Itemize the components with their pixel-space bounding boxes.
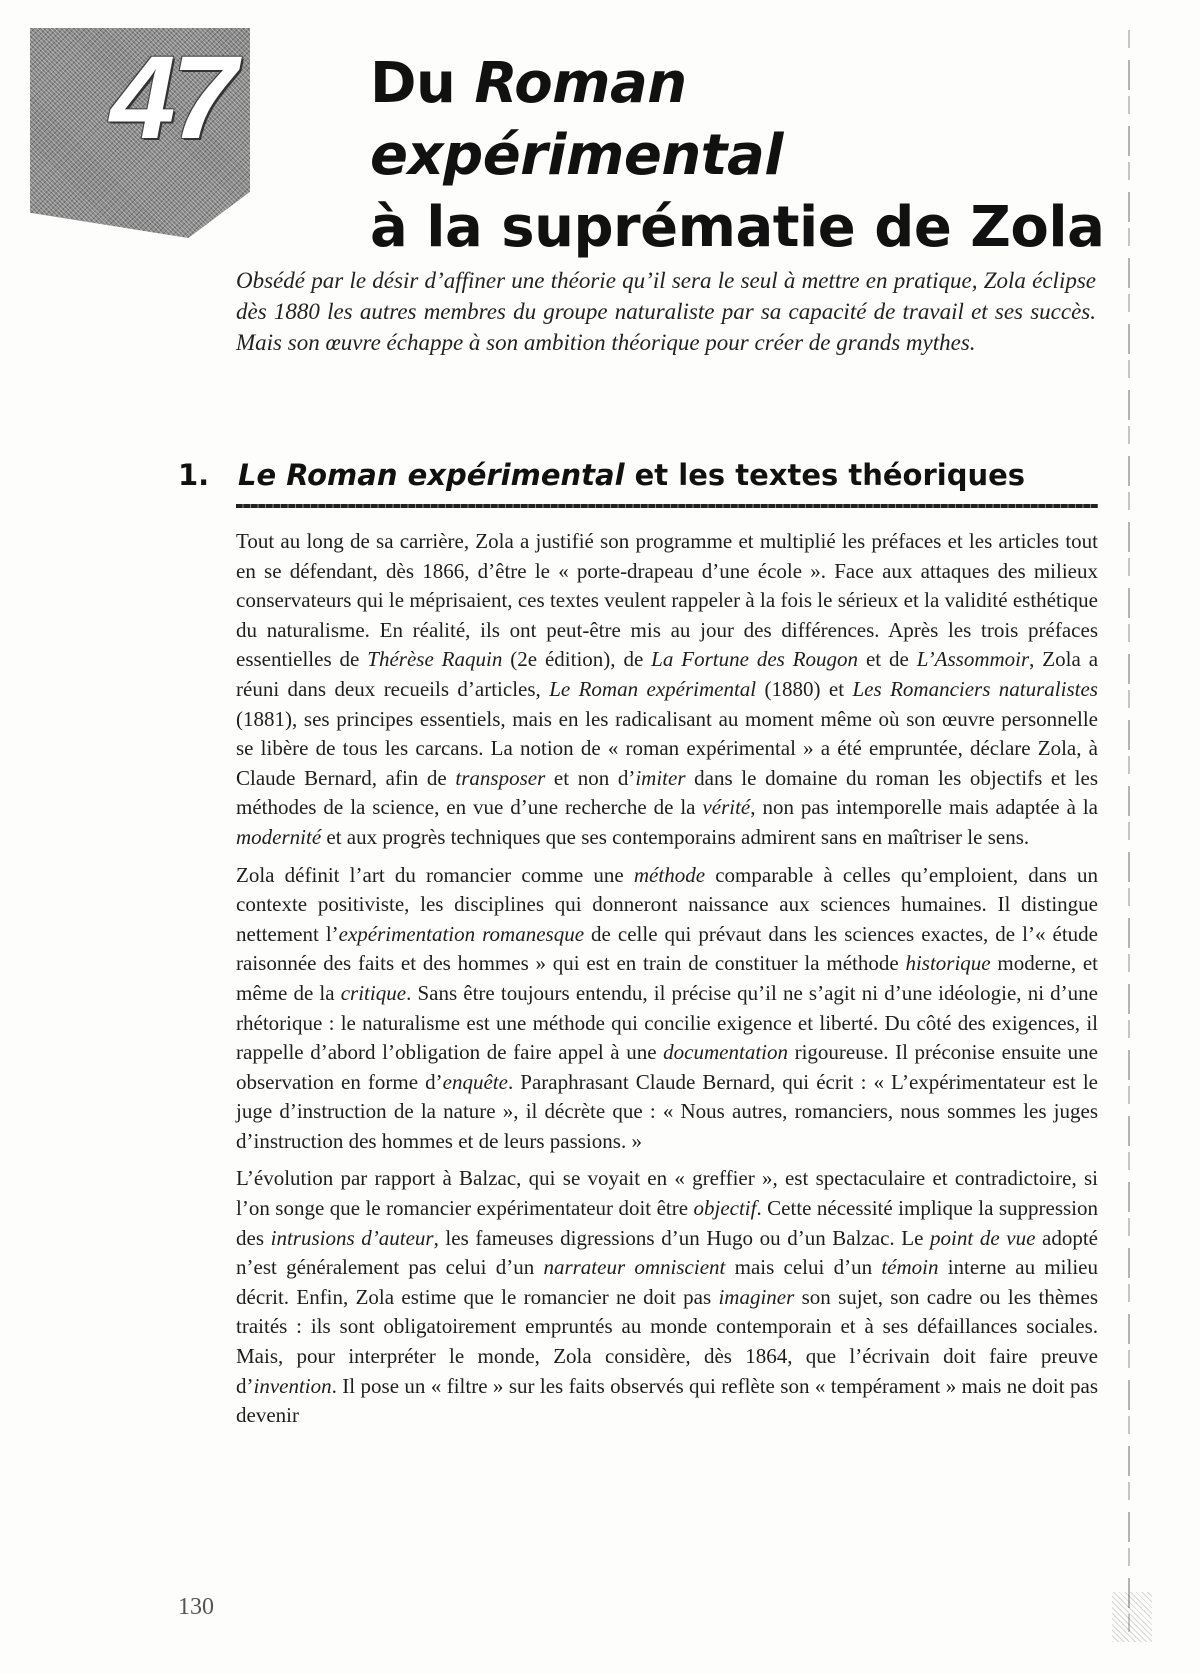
section-divider (236, 504, 1098, 508)
chapter-number: 47 (110, 32, 234, 164)
text-run: (1880) et (756, 676, 853, 701)
text-run: de celle qui prévaut dans les sciences exactes, de l’« étude raisonnée des faits et des hommes » qui est en train de constituer la méthode (236, 921, 1098, 976)
section-title-rest: et les textes théoriques (624, 458, 1026, 492)
title-line2: à la suprématie de Zola (370, 195, 1105, 260)
text-run: (2e édition), de (502, 647, 652, 672)
text-run: dans le domaine du roman les objectifs et les méthodes de la science, en vue d’une recherche de la (236, 765, 1099, 820)
chapter-intro: Obsédé par le désir d’affiner une théorie qu’il sera le seul à mettre en pratique, Zola éclipse dès 1880 les autres membres du groupe naturaliste par sa capacité de travail et ses succès. Mais son œuvre échappe à son ambition théorique pour créer de grands mythes. (236, 268, 1096, 355)
italic-run: documentation (663, 1040, 788, 1065)
italic-run: narrateur omniscient (543, 1255, 726, 1280)
text-run: adopté n’est généralement pas celui d’un (236, 1225, 1098, 1280)
section-title-italic: Le Roman expérimental (238, 458, 625, 492)
italic-run: critique (340, 980, 407, 1005)
text-run: Tout au long de sa carrière, Zola a justifié son programme et multiplié les préfaces et les articles tout en se défendant, dès 1866, d’être le « porte-drapeau d’une école ». Face aux attaques des milieux conservateurs qui le méprisaient, ces textes veulent rappeler à la fois le sérieux et la validité esthétique du naturalisme. En réalité, ils ont peut-être mis au jour des différences. Après les trois préfaces essentielles de (236, 529, 1098, 672)
text-run: Zola définit l’art du romancier comme une (236, 862, 634, 887)
italic-run: L’Assommoir (916, 647, 1030, 672)
italic-run: transposer (455, 765, 546, 790)
italic-run: Les Romanciers naturalistes (852, 676, 1098, 701)
title-italic-part: Roman expérimental (370, 51, 783, 188)
scan-edge-mark (1128, 30, 1130, 1640)
text-run: et de (858, 647, 917, 672)
title-prefix: Du (370, 51, 475, 116)
text-run: . Paraphrasant Claude Bernard, qui écrit : « L’expérimentateur est le juge d’instruction de la nature », il décrète que : « Nous autres, romanciers, nous sommes les juges d’instruction des hommes et de leurs passions. » (236, 1069, 1099, 1153)
italic-run: méthode (633, 862, 706, 887)
italic-run: imiter (635, 765, 686, 790)
text-run: interne au milieu décrit. Enfin, Zola estime que le romancier ne doit pas (236, 1255, 1098, 1309)
body-paragraph (236, 861, 1098, 1157)
italic-run: invention (253, 1373, 332, 1398)
text-run: comparable à celles qu’emploient, dans un contexte positiviste, les disciplines qui donneront naissance aux sciences humaines. Il distingue nettement l’ (236, 862, 1098, 946)
italic-run: imaginer (718, 1284, 795, 1309)
chapter-title (370, 48, 1110, 264)
italic-run: enquête (442, 1069, 508, 1094)
body-paragraph (236, 527, 1098, 853)
body-text (236, 527, 1098, 1439)
text-run: et non d’ (545, 765, 636, 790)
text-run: . Cette nécessité implique la suppression des (236, 1196, 1098, 1250)
italic-run: modernité (236, 824, 322, 849)
section-number: 1. (178, 458, 210, 492)
text-run: , Zola a réuni dans deux recueils d’articles, (236, 647, 1099, 701)
italic-run: Le Roman expérimental (549, 676, 757, 701)
text-run: (1881), ses principes essentiels, mais en les radicalisant au moment même où son œuvre personnelle se libère de tous les carcans. La notion de « roman expérimental » a été empruntée, déclare Zola, à Claude Bernard, afin de (236, 706, 1098, 790)
text-run: . Il pose un « filtre » sur les faits observés qui reflète son « tempérament » mais ne doit pas devenir (236, 1373, 1098, 1428)
italic-run: Thérèse Raquin (367, 647, 503, 672)
italic-run: expérimentation romanesque (338, 921, 585, 946)
italic-run: vérité (702, 795, 751, 820)
text-run: mais celui d’un (725, 1255, 882, 1280)
text-run: moderne, et même de la (236, 951, 1099, 1005)
italic-run: témoin (881, 1255, 939, 1280)
text-run: rigoureuse. Il préconise ensuite une observation en forme d’ (236, 1040, 1098, 1094)
italic-run: historique (905, 951, 991, 976)
text-run: son sujet, son cadre ou les thèmes traités : ils sont obligatoirement empruntés au monde contemporain et à ses défaillances sociales. Mais, pour interpréter le monde, Zola considère, dès 1864, que l’écrivain doit faire preuve d’ (236, 1284, 1098, 1398)
text-run: , les fameuses digressions d’un Hugo ou d’un Balzac. Le (433, 1225, 931, 1250)
text-run: L’évolution par rapport à Balzac, qui se voyait en « greffier », est spectaculaire et contradictoire, si l’on songe que le romancier expérimentateur doit être (236, 1166, 1098, 1221)
italic-run: objectif (693, 1196, 757, 1221)
text-run: . Sans être toujours entendu, il précise qu’il ne s’agit ni d’une idéologie, ni d’une rhétorique : le naturalisme est une méthode qui concilie exigence et liberté. Du côté des exigences, il rappelle d’abord l’obligation de faire appel à une (236, 980, 1098, 1065)
text-run: et aux progrès techniques que ses contemporains admirent sans en maîtriser le sens. (321, 824, 1030, 849)
section-heading (178, 458, 1098, 492)
italic-run: point de vue (930, 1225, 1036, 1250)
italic-run: La Fortune des Rougon (651, 647, 859, 672)
scan-noise (1112, 1592, 1152, 1642)
body-paragraph (236, 1164, 1098, 1430)
italic-run: intrusions d’auteur (270, 1225, 434, 1250)
text-run: , non pas intemporelle mais adaptée à la (750, 795, 1098, 820)
page-number: 130 (178, 1594, 214, 1620)
